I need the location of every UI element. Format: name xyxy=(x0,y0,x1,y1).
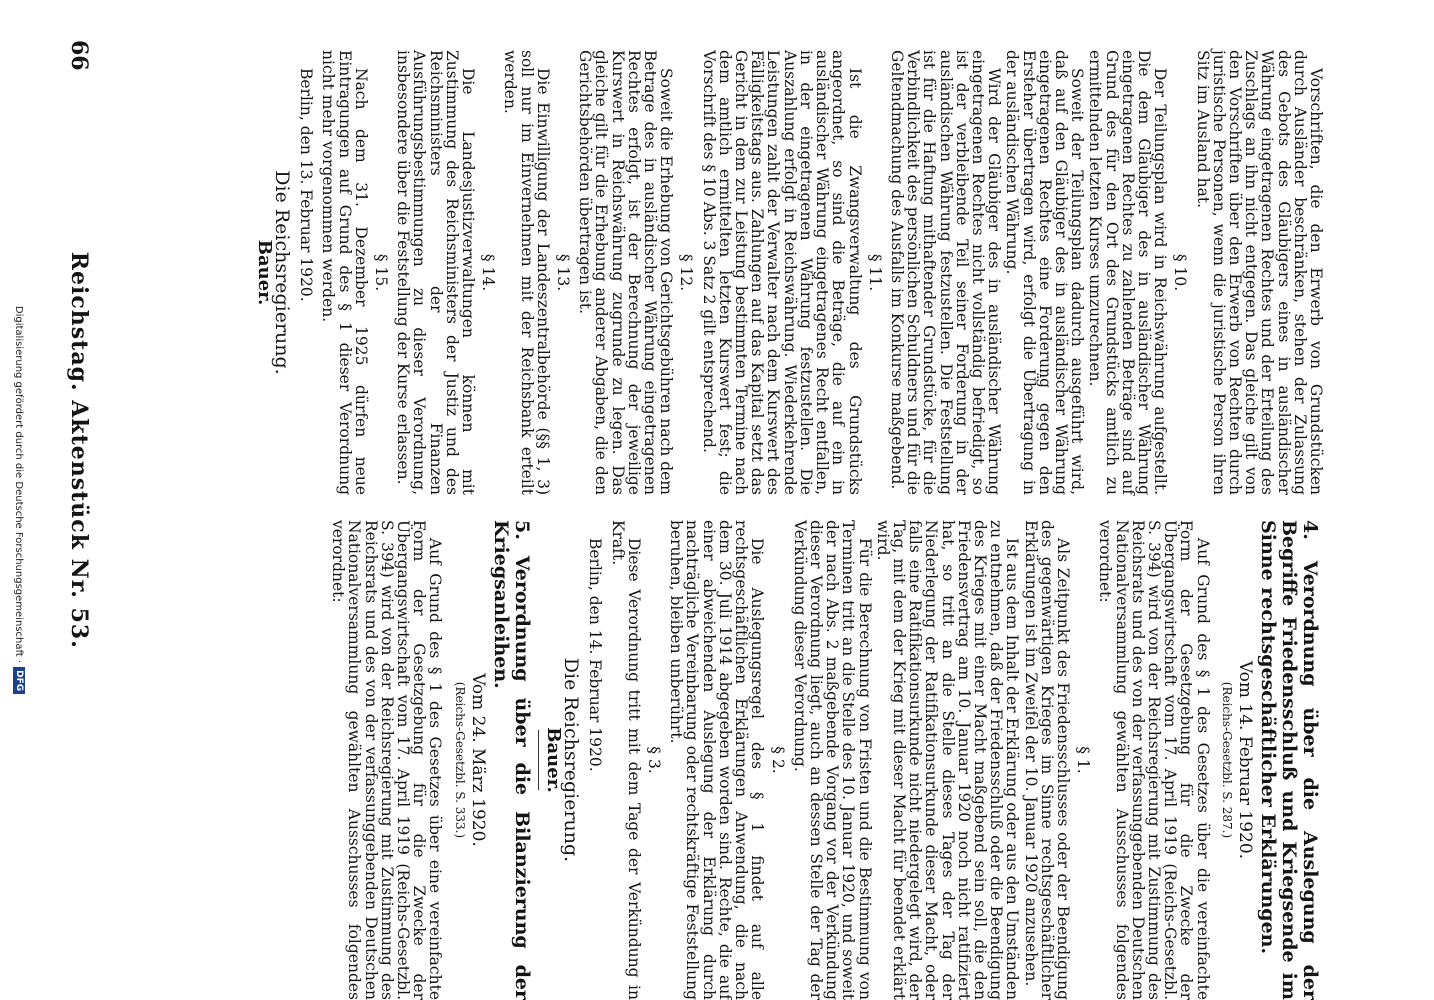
section-heading: § 12. xyxy=(677,253,696,292)
paragraph: Die Einwilligung der Landeszentralbehörde (§§ 1, 3) soll nur im Einvernehmen mit der Reichsbank erteilt werden. xyxy=(501,50,552,495)
paragraph: Auf Grund des § 1 des Gesetzes über eine vereinfachte Form der Gesetzgebung für die Zwecke der Übergangswirtschaft vom 17. April 1919 (Reichs-Gesetzbl. S. 394) wird von der Reichsregierung mit Zustimmung des Reichsrats und des von der verfassunggebenden Deutschen Nationalversammlung gewählten Ausschusses folgendes verordnet: xyxy=(329,520,445,1000)
paragraph: Soweit die Erhebung von Gerichtsgebühren nach dem Betrage des in ausländischer Währung eingetragenen Rechtes erfolgt, ist der Berechnung der jeweilige Kurswert in Reichswährung zugrunde zu legen. Das gleiche gilt für die Erhebung anderer Abgaben, die den Gerichtsbehörden übertragen ist. xyxy=(576,50,676,495)
place-date-line: Berlin, den 14. Februar 1920. xyxy=(586,538,605,772)
section-heading: § 3. xyxy=(645,746,664,774)
signature-body: Die Reichsregierung. xyxy=(271,170,294,375)
section-heading: § 1. xyxy=(1074,746,1093,774)
dfg-logo: DFG xyxy=(13,667,25,694)
ordinance-date: Vom 24. März 1920. xyxy=(467,673,488,847)
paragraph: Vorschriften, die den Erwerb von Grundstücken durch Ausländer beschränken, stehen der Zulassung des Gebots des Gläubigers eines in ausländischer Währung eingetragenen Rechtes und der Erteilung des Zuschlags an ihn nicht entgegen. Das gleiche gilt von den Vorschriften über den Erwerb von Rechten durch juristische Personen, wenn die juristische Person ihren Sitz im Ausland hat. xyxy=(1193,50,1325,495)
separator-rule xyxy=(538,730,539,790)
gazette-reference: (Reichs-Gesetzbl. S. 333.) xyxy=(452,681,467,839)
paragraph: Auf Grund des § 1 des Gesetzes über die vereinfachte Form der Gesetzgebung für die Zwecke der Übergangswirtschaft vom 17. April 1919 (Reichs-Gesetzbl. S. 394) wird von der Reichsregierung mit Zustimmung des Reichsrats und des von der verfassunggebenden Deutschen Nationalversammlung gewählten Ausschusses folgendes verordnet: xyxy=(1096,520,1212,1000)
credit-text: Digitalisierung gefördert durch die Deutsche Forschungsgemeinschaft · xyxy=(13,305,25,664)
paragraph: Diese Verordnung tritt mit dem Tage der Verkündung in Kraft. xyxy=(608,520,643,1000)
section-heading: § 14. xyxy=(479,253,498,292)
paragraph: Die Landesjustizverwaltungen können mit Zustimmung des Reichsministers der Justiz und des Reichsministers der Finanzen Ausführungsbestimmungen zu dieser Verordnung, insbesondere über die Feststellung der Kurse erlassen. xyxy=(394,50,478,495)
section-heading: § 10. xyxy=(1171,253,1190,292)
left-column xyxy=(253,50,1325,495)
section-heading: § 11. xyxy=(865,253,884,292)
paragraph: Nach dem 31. Dezember 1925 dürfen neue Eintragungen auf Grund des § 1 dieser Verordnung nicht mehr vorgenommen werden. xyxy=(319,50,370,495)
signatory-name: Bauer. xyxy=(253,239,275,306)
right-column xyxy=(329,520,1324,1000)
paragraph: Der Teilungsplan wird in Reichswährung aufgestellt. Die dem Gläubiger des in ausländischer Währung eingetragenen Rechtes zu zahlenden Beträge sind auf Grund des für den Ort des Grundstücks amtlich zu ermittelnden letzten Kurses umzurechnen. xyxy=(1086,50,1170,495)
paragraph: Soweit der Teilungsplan dadurch ausgeführt wird, daß auf den Gläubiger des in ausländischer Währung eingetragenen Rechtes eine Forderung gegen den Ersteher übertragen wird, erfolgt die Übertragung in der ausländischen Währung. xyxy=(1003,50,1087,495)
signature-body: Die Reichsregierung. xyxy=(560,657,583,863)
section-heading: § 13. xyxy=(554,253,573,292)
signatory-name: Bauer. xyxy=(543,727,565,793)
paragraph: Ist die Zwangsverwaltung des Grundstücks angeordnet, so sind die Beträge, die auf ein in ausländischer Währung eingetragenes Recht entfallen, in der eingetragenen Währung festzustellen. Die Auszahlung erfolgt in Reichswährung. Wiederkehrende Leistungen zahlt der Verwalter nach dem Kurswert des Fälligkeitstags aus. Zahlungen auf das Kapital setzt das Gericht in dem zur Leistung bestimmten Termine nach dem amtlich ermittelten letzten Kurswert fest; die Vorschrift des § 10 Abs. 3 Satz 2 gilt entsprechend. xyxy=(699,50,864,495)
paragraph: Ist aus dem Inhalt der Erklärung oder aus den Umständen zu entnehmen, daß der Friedensschluß oder die Beendigung des Krieges mit einer Macht maßgebend sein soll, die den Friedensvertrag am 10. Januar 1920 noch nicht ratifiziert hat, so tritt an die Stelle dieses Tages der Tag der Niederlegung der Ratifikationsurkunde dieser Macht, oder falls eine Ratifikationsurkunde nicht niedergelegt wird, der Tag, mit dem der Krieg mit dieser Macht für beendet erklärt wird. xyxy=(873,520,1022,1000)
ordinance-title: 4. Verordnung über die Auslegung der Begriffe Friedensschluß und Kriegsende im Sinne rechtsgeschäftlicher Erklärungen. xyxy=(1257,520,1321,1000)
place-date-line: Berlin, den 13. Februar 1920. xyxy=(297,68,316,302)
running-title: Reichstag. Aktenstück Nr. 53. xyxy=(66,251,92,649)
ordinance-date: Vom 14. Februar 1920. xyxy=(1235,660,1255,860)
paragraph: Wird der Gläubiger des in ausländischer Währung eingetragenen Rechtes nicht vollständig befriedigt, so ist der verbleibende Teil seiner Forderung in der ausländischen Währung festzustellen. Die Feststellung ist für die Haftung mithaftender Grundstücke, für die Verbindlichkeit des persönlichen Schuldners und für die Geltendmachung des Ausfalls im Konkurse maßgebend. xyxy=(887,50,1004,495)
paragraph: Für die Berechnung von Fristen und die Bestimmung von Terminen tritt an die Stelle des 10. Januar 1920, und soweit der nach Abs. 2 maßgebende Vorgang vor der Verkündung dieser Verordnung liegt, auch an dessen Stelle der Tag der Verkündung dieser Verordnung. xyxy=(790,520,874,1000)
paragraph: Die Auslegungsregel des § 1 findet auf alle rechtsgeschäftlichen Erklärungen Anwendung, die nach dem 30. Juli 1914 abgegeben worden sind. Rechte, die auf einer abweichenden Auslegung der Erklärung durch nachträgliche Vereinbarung oder rechtskräftige Feststellung beruhen, bleiben unberührt. xyxy=(667,520,767,1000)
ordinance-title: 5. Verordnung über die Bilanzierung der Kriegsanleihen. xyxy=(489,520,533,1000)
paragraph: Als Zeitpunkt des Friedensschlusses oder der Beendigung des gegenwärtigen Krieges im Sinne rechtsgeschäftlicher Erklärungen ist im Zweifel der 10. Januar 1920 anzusehen. xyxy=(1021,520,1072,1000)
running-header xyxy=(62,40,96,860)
section-heading: § 2. xyxy=(768,746,787,774)
page-number: 66 xyxy=(66,40,92,71)
gazette-reference: (Reichs-Gesetzbl. S. 287.) xyxy=(1219,681,1234,839)
digitization-credit xyxy=(4,0,34,1000)
section-heading: § 15. xyxy=(372,253,391,292)
